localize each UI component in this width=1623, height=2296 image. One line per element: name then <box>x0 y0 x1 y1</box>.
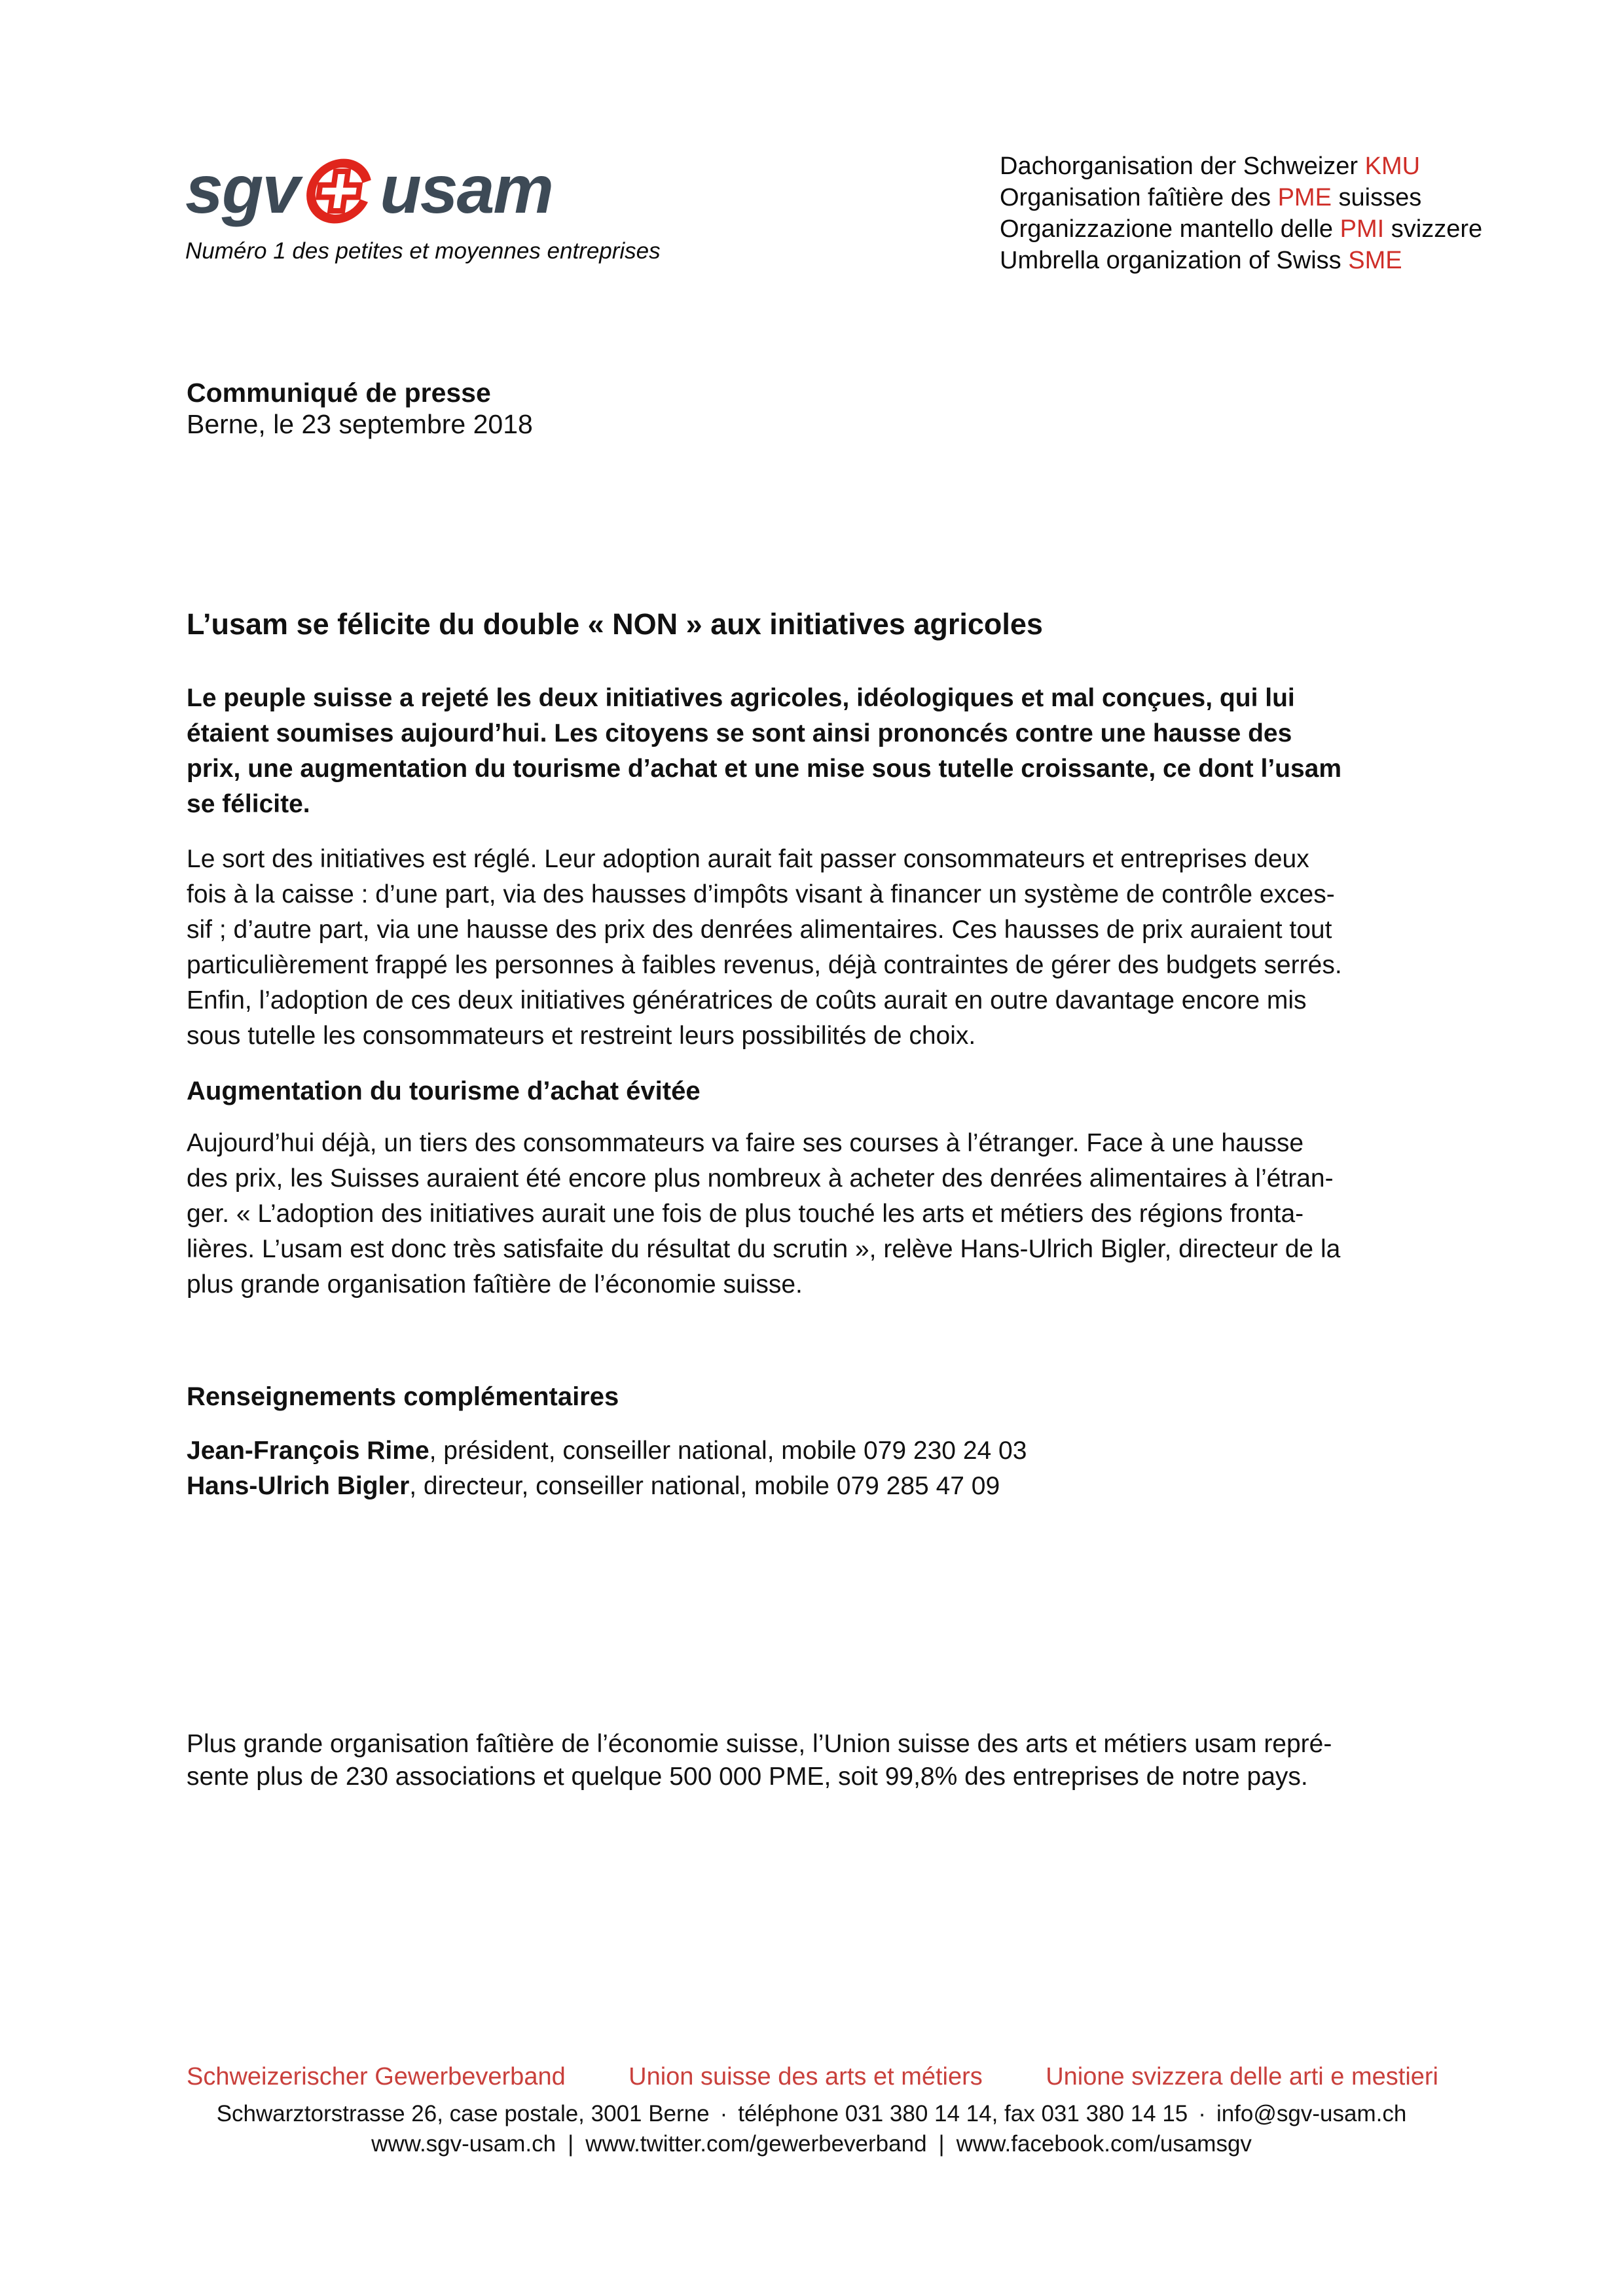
footer-organizations <box>187 2063 1438 2091</box>
accent-pme: PME <box>1277 184 1332 211</box>
logo-wordmark <box>185 152 661 228</box>
org-line-french: Organisation faîtière des PME suisses <box>1000 184 1422 211</box>
footer-twitter-link[interactable]: www.twitter.com/gewerbeverband <box>585 2131 927 2157</box>
subheading-tourisme: Augmentation du tourisme d’achat évitée <box>187 1077 701 1105</box>
footer-facebook-link[interactable]: www.facebook.com/usamsgv <box>956 2131 1252 2157</box>
logo-text-sgv: sgv <box>185 152 299 228</box>
contact-bigler <box>187 1469 1027 1504</box>
dot-separator: · <box>1198 2101 1206 2126</box>
contact-details: , directeur, conseiller national, mobile 079 285 47 09 <box>409 1472 1000 1500</box>
contacts-heading: Renseignements complémentaires <box>187 1382 619 1411</box>
lead-paragraph: Le peuple suisse a rejeté les deux initiatives agricoles, idéologiques et mal conçues, qui lui étaient soumises aujourd’hui. Les citoyens se sont ainsi prononcés contre une hausse des prix, une augmentation du tourisme d’achat et une mise sous tutelle croissante, ce dont l’usam se félicite. <box>187 684 1342 818</box>
contact-name: Jean-François Rime <box>187 1437 429 1465</box>
accent-kmu: KMU <box>1364 152 1421 180</box>
footer-website-link[interactable]: www.sgv-usam.ch <box>371 2131 556 2157</box>
document-type: Communiqué de presse <box>187 378 491 408</box>
contacts-list <box>187 1433 1027 1504</box>
accent-pmi: PMI <box>1340 215 1385 243</box>
sgv-usam-logo <box>185 152 661 264</box>
contact-name: Hans-Ulrich Bigler <box>187 1472 410 1500</box>
swiss-cross-at-icon <box>305 156 373 224</box>
dateline: Berne, le 23 septembre 2018 <box>187 409 533 439</box>
footer-street-address: Schwarztorstrasse 26, case postale, 3001 Berne <box>216 2101 710 2126</box>
footer-phone-fax: téléphone 031 380 14 14, fax 031 380 14 15 <box>738 2101 1188 2126</box>
org-line-english: Umbrella organization of Swiss SME <box>1000 247 1402 274</box>
footer-org-italian: Unione svizzera delle arti e mestieri <box>1046 2063 1438 2090</box>
org-descriptions <box>1000 151 1482 276</box>
org-line-german: Dachorganisation der Schweizer KMU <box>1000 152 1421 180</box>
bar-separator: | <box>938 2131 945 2157</box>
body-paragraph-1: Le sort des initiatives est réglé. Leur adoption aurait fait passer consommateurs et entreprises deux fois à la caisse : d’une part, via des hausses d’impôts visant à financer un système de contrôle exces- sif ; d’autre part, via une hausse des prix des denrées alimentaires. Ces hausses de prix auraient tout particulièrement frappé les personnes à faibles revenus, déjà contraintes de gérer des budgets serrés. Enfin, l’adoption de ces deux initiatives génératrices de coûts aurait en outre davantage encore mis sous tutelle les consommateurs et restreint leurs possibilités de choix. <box>187 845 1342 1050</box>
footer-links-line <box>0 2131 1623 2157</box>
boilerplate-paragraph: Plus grande organisation faîtière de l’économie suisse, l’Union suisse des arts et métiers usam repré- sente plus de 230 associations et quelque 500 000 PME, soit 99,8% des entreprises de notre pays. <box>187 1730 1332 1791</box>
org-line-italian: Organizzazione mantello delle PMI svizzere <box>1000 215 1483 243</box>
footer-org-french: Union suisse des arts et métiers <box>629 2063 983 2090</box>
accent-sme: SME <box>1348 247 1402 274</box>
body-paragraph-2: Aujourd’hui déjà, un tiers des consommateurs va faire ses courses à l’étranger. Face à une hausse des prix, les Suisses auraient été encore plus nombreux à acheter des denrées alimentaires à l’étran- ger. « L’adoption des initiatives aurait une fois de plus touché les arts et métiers des régions fronta- lières. L’usam est donc très satisfaite du résultat du scrutin », relève Hans-Ulrich Bigler, directeur de la plus grande organisation faîtière de l’économie suisse. <box>187 1129 1341 1299</box>
footer-address-line <box>0 2101 1623 2127</box>
footer-email-link[interactable]: info@sgv-usam.ch <box>1216 2101 1407 2126</box>
document-meta <box>187 377 533 440</box>
logo-text-usam: usam <box>380 152 553 228</box>
footer-org-german: Schweizerischer Gewerbeverband <box>187 2063 566 2090</box>
bar-separator: | <box>568 2131 574 2157</box>
headline: L’usam se félicite du double « NON » aux initiatives agricoles <box>187 607 1043 641</box>
contact-details: , président, conseiller national, mobile 079 230 24 03 <box>429 1437 1027 1465</box>
dot-separator: · <box>720 2101 728 2126</box>
contact-rime <box>187 1433 1027 1469</box>
logo-tagline: Numéro 1 des petites et moyennes entreprises <box>185 238 661 264</box>
